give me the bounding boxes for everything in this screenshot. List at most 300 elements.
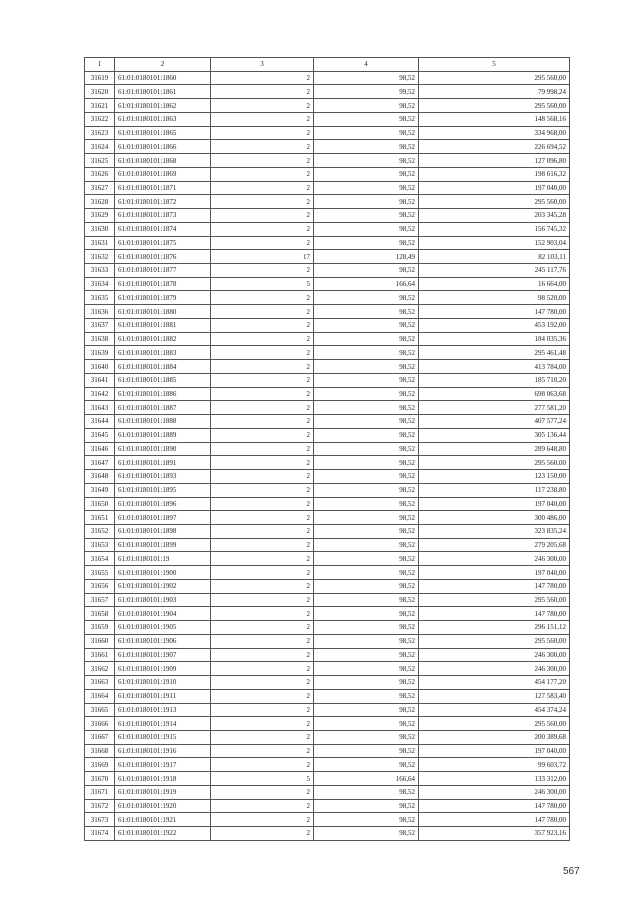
amount-cell: 127 096,80 bbox=[419, 154, 570, 168]
count-cell: 2 bbox=[211, 332, 314, 346]
table-row bbox=[85, 511, 570, 525]
area-cell: 98,52 bbox=[314, 758, 419, 772]
amount-cell: 147 780,00 bbox=[419, 305, 570, 319]
cadastral-number-cell: 61:01:0180101:1921 bbox=[115, 813, 211, 827]
amount-cell: 184 035,36 bbox=[419, 332, 570, 346]
cadastral-number-cell: 61:01:0180101:1898 bbox=[115, 524, 211, 538]
count-cell: 2 bbox=[211, 291, 314, 305]
table-row bbox=[85, 195, 570, 209]
area-cell: 98,52 bbox=[314, 470, 419, 484]
area-cell: 98,52 bbox=[314, 607, 419, 621]
table-row bbox=[85, 222, 570, 236]
count-cell: 2 bbox=[211, 607, 314, 621]
amount-cell: 99 603,72 bbox=[419, 758, 570, 772]
cadastral-number-cell: 61:01:0180101:1865 bbox=[115, 126, 211, 140]
area-cell: 98,52 bbox=[314, 703, 419, 717]
row-number-cell: 31654 bbox=[85, 552, 115, 566]
amount-cell: 197 040,00 bbox=[419, 181, 570, 195]
cadastral-number-cell: 61:01:0180101:1862 bbox=[115, 99, 211, 113]
header-row bbox=[85, 58, 570, 72]
table-row bbox=[85, 236, 570, 250]
amount-cell: 246 300,00 bbox=[419, 552, 570, 566]
amount-cell: 197 040,00 bbox=[419, 497, 570, 511]
cadastral-number-cell: 61:01:0180101:1914 bbox=[115, 717, 211, 731]
cadastral-number-cell: 61:01:0180101:1917 bbox=[115, 758, 211, 772]
table-row bbox=[85, 140, 570, 154]
area-cell: 98,52 bbox=[314, 511, 419, 525]
count-cell: 2 bbox=[211, 744, 314, 758]
table-row bbox=[85, 717, 570, 731]
amount-cell: 197 040,00 bbox=[419, 566, 570, 580]
cadastral-number-cell: 61:01:0180101:1897 bbox=[115, 511, 211, 525]
area-cell: 98,52 bbox=[314, 785, 419, 799]
table-row bbox=[85, 415, 570, 429]
amount-cell: 295 461,48 bbox=[419, 346, 570, 360]
area-cell: 98,52 bbox=[314, 621, 419, 635]
table-row bbox=[85, 71, 570, 85]
amount-cell: 323 835,24 bbox=[419, 524, 570, 538]
table-row bbox=[85, 662, 570, 676]
row-number-cell: 31648 bbox=[85, 470, 115, 484]
table-row bbox=[85, 758, 570, 772]
count-cell: 2 bbox=[211, 195, 314, 209]
row-number-cell: 31635 bbox=[85, 291, 115, 305]
row-number-cell: 31673 bbox=[85, 813, 115, 827]
row-number-cell: 31645 bbox=[85, 428, 115, 442]
row-number-cell: 31620 bbox=[85, 85, 115, 99]
row-number-cell: 31646 bbox=[85, 442, 115, 456]
cadastral-number-cell: 61:01:0180101:1893 bbox=[115, 470, 211, 484]
row-number-cell: 31656 bbox=[85, 579, 115, 593]
area-cell: 98,52 bbox=[314, 71, 419, 85]
cadastral-number-cell: 61:01:0180101:1868 bbox=[115, 154, 211, 168]
cadastral-number-cell: 61:01:0180101:1871 bbox=[115, 181, 211, 195]
count-cell: 2 bbox=[211, 373, 314, 387]
row-number-cell: 31634 bbox=[85, 277, 115, 291]
amount-cell: 198 616,32 bbox=[419, 167, 570, 181]
amount-cell: 152 903,04 bbox=[419, 236, 570, 250]
cadastral-number-cell: 61:01:0180101:1902 bbox=[115, 579, 211, 593]
cadastral-number-cell: 61:01:0180101:1874 bbox=[115, 222, 211, 236]
table-row bbox=[85, 99, 570, 113]
count-cell: 2 bbox=[211, 785, 314, 799]
cadastral-number-cell: 61:01:0180101:1884 bbox=[115, 360, 211, 374]
row-number-cell: 31665 bbox=[85, 703, 115, 717]
area-cell: 98,52 bbox=[314, 827, 419, 841]
cadastral-number-cell: 61:01:0180101:1885 bbox=[115, 373, 211, 387]
cadastral-number-cell: 61:01:0180101:1904 bbox=[115, 607, 211, 621]
area-cell: 166,64 bbox=[314, 772, 419, 786]
count-cell: 2 bbox=[211, 579, 314, 593]
cadastral-number-cell: 61:01:0180101:1863 bbox=[115, 112, 211, 126]
amount-cell: 246 300,00 bbox=[419, 785, 570, 799]
area-cell: 98,52 bbox=[314, 538, 419, 552]
count-cell: 2 bbox=[211, 167, 314, 181]
area-cell: 98,52 bbox=[314, 799, 419, 813]
count-cell: 2 bbox=[211, 827, 314, 841]
row-number-cell: 31670 bbox=[85, 772, 115, 786]
amount-cell: 127 583,40 bbox=[419, 689, 570, 703]
cadastral-number-cell: 61:01:0180101:1877 bbox=[115, 264, 211, 278]
amount-cell: 295 560,00 bbox=[419, 99, 570, 113]
area-cell: 98,52 bbox=[314, 264, 419, 278]
cadastral-number-cell: 61:01:0180101:1881 bbox=[115, 318, 211, 332]
count-cell: 2 bbox=[211, 387, 314, 401]
count-cell: 2 bbox=[211, 703, 314, 717]
row-number-cell: 31653 bbox=[85, 538, 115, 552]
area-cell: 98,52 bbox=[314, 497, 419, 511]
area-cell: 98,52 bbox=[314, 154, 419, 168]
table-row bbox=[85, 772, 570, 786]
table-row bbox=[85, 85, 570, 99]
table-row bbox=[85, 497, 570, 511]
count-cell: 2 bbox=[211, 524, 314, 538]
row-number-cell: 31637 bbox=[85, 318, 115, 332]
count-cell: 2 bbox=[211, 126, 314, 140]
amount-cell: 300 486,00 bbox=[419, 511, 570, 525]
cadastral-number-cell: 61:01:0180101:1913 bbox=[115, 703, 211, 717]
table-row bbox=[85, 799, 570, 813]
row-number-cell: 31659 bbox=[85, 621, 115, 635]
amount-cell: 123 150,00 bbox=[419, 470, 570, 484]
table-row bbox=[85, 346, 570, 360]
row-number-cell: 31624 bbox=[85, 140, 115, 154]
amount-cell: 200 389,68 bbox=[419, 730, 570, 744]
table-row bbox=[85, 401, 570, 415]
row-number-cell: 31622 bbox=[85, 112, 115, 126]
amount-cell: 147 780,00 bbox=[419, 607, 570, 621]
table-row bbox=[85, 154, 570, 168]
count-cell: 2 bbox=[211, 209, 314, 223]
table-row bbox=[85, 442, 570, 456]
table-row bbox=[85, 126, 570, 140]
count-cell: 2 bbox=[211, 154, 314, 168]
area-cell: 98,52 bbox=[314, 566, 419, 580]
row-number-cell: 31667 bbox=[85, 730, 115, 744]
amount-cell: 79 998,24 bbox=[419, 85, 570, 99]
amount-cell: 295 560,00 bbox=[419, 456, 570, 470]
area-cell: 98,52 bbox=[314, 167, 419, 181]
data-table bbox=[84, 57, 570, 841]
row-number-cell: 31658 bbox=[85, 607, 115, 621]
area-cell: 98,52 bbox=[314, 140, 419, 154]
count-cell: 2 bbox=[211, 758, 314, 772]
count-cell: 2 bbox=[211, 85, 314, 99]
cadastral-number-cell: 61:01:0180101:1875 bbox=[115, 236, 211, 250]
row-number-cell: 31669 bbox=[85, 758, 115, 772]
count-cell: 17 bbox=[211, 250, 314, 264]
row-number-cell: 31662 bbox=[85, 662, 115, 676]
count-cell: 2 bbox=[211, 346, 314, 360]
cadastral-number-cell: 61:01:0180101:1880 bbox=[115, 305, 211, 319]
row-number-cell: 31627 bbox=[85, 181, 115, 195]
table-row bbox=[85, 813, 570, 827]
area-cell: 98,52 bbox=[314, 744, 419, 758]
area-cell: 98,52 bbox=[314, 717, 419, 731]
count-cell: 2 bbox=[211, 799, 314, 813]
cadastral-number-cell: 61:01:0180101:1910 bbox=[115, 676, 211, 690]
table-row bbox=[85, 264, 570, 278]
cadastral-number-cell: 61:01:0180101:1922 bbox=[115, 827, 211, 841]
table-row bbox=[85, 621, 570, 635]
header-cell-4: 4 bbox=[314, 58, 419, 72]
row-number-cell: 31642 bbox=[85, 387, 115, 401]
area-cell: 98,52 bbox=[314, 305, 419, 319]
count-cell: 2 bbox=[211, 71, 314, 85]
count-cell: 2 bbox=[211, 222, 314, 236]
table-row bbox=[85, 552, 570, 566]
cadastral-number-cell: 61:01:0180101:1876 bbox=[115, 250, 211, 264]
row-number-cell: 31666 bbox=[85, 717, 115, 731]
table-row bbox=[85, 428, 570, 442]
count-cell: 5 bbox=[211, 277, 314, 291]
area-cell: 98,52 bbox=[314, 579, 419, 593]
count-cell: 2 bbox=[211, 456, 314, 470]
area-cell: 98,52 bbox=[314, 373, 419, 387]
area-cell: 98,52 bbox=[314, 524, 419, 538]
cadastral-number-cell: 61:01:0180101:1882 bbox=[115, 332, 211, 346]
amount-cell: 117 238,80 bbox=[419, 483, 570, 497]
table-row bbox=[85, 470, 570, 484]
count-cell: 2 bbox=[211, 662, 314, 676]
row-number-cell: 31649 bbox=[85, 483, 115, 497]
cadastral-number-cell: 61:01:0180101:1909 bbox=[115, 662, 211, 676]
table-row bbox=[85, 538, 570, 552]
amount-cell: 295 560,00 bbox=[419, 71, 570, 85]
area-cell: 98,52 bbox=[314, 552, 419, 566]
count-cell: 2 bbox=[211, 181, 314, 195]
count-cell: 2 bbox=[211, 593, 314, 607]
cadastral-number-cell: 61:01:0180101:1869 bbox=[115, 167, 211, 181]
area-cell: 98,52 bbox=[314, 112, 419, 126]
row-number-cell: 31643 bbox=[85, 401, 115, 415]
table-body bbox=[85, 71, 570, 840]
cadastral-number-cell: 61:01:0180101:1916 bbox=[115, 744, 211, 758]
amount-cell: 453 192,00 bbox=[419, 318, 570, 332]
row-number-cell: 31644 bbox=[85, 415, 115, 429]
cadastral-number-cell: 61:01:0180101:1861 bbox=[115, 85, 211, 99]
table-row bbox=[85, 250, 570, 264]
amount-cell: 185 710,20 bbox=[419, 373, 570, 387]
area-cell: 98,52 bbox=[314, 676, 419, 690]
area-cell: 98,52 bbox=[314, 209, 419, 223]
table-row bbox=[85, 291, 570, 305]
cadastral-number-cell: 61:01:0180101:1872 bbox=[115, 195, 211, 209]
row-number-cell: 31625 bbox=[85, 154, 115, 168]
area-cell: 98,52 bbox=[314, 318, 419, 332]
table-row bbox=[85, 703, 570, 717]
area-cell: 98,52 bbox=[314, 813, 419, 827]
count-cell: 2 bbox=[211, 648, 314, 662]
area-cell: 98,52 bbox=[314, 442, 419, 456]
table-row bbox=[85, 730, 570, 744]
amount-cell: 454 374,24 bbox=[419, 703, 570, 717]
table-row bbox=[85, 566, 570, 580]
cadastral-number-cell: 61:01:0180101:1866 bbox=[115, 140, 211, 154]
amount-cell: 279 205,68 bbox=[419, 538, 570, 552]
amount-cell: 407 577,24 bbox=[419, 415, 570, 429]
count-cell: 2 bbox=[211, 428, 314, 442]
row-number-cell: 31652 bbox=[85, 524, 115, 538]
area-cell: 166,64 bbox=[314, 277, 419, 291]
count-cell: 2 bbox=[211, 112, 314, 126]
table-row bbox=[85, 181, 570, 195]
cadastral-number-cell: 61:01:0180101:1905 bbox=[115, 621, 211, 635]
area-cell: 98,52 bbox=[314, 483, 419, 497]
row-number-cell: 31641 bbox=[85, 373, 115, 387]
row-number-cell: 31632 bbox=[85, 250, 115, 264]
amount-cell: 147 780,00 bbox=[419, 799, 570, 813]
row-number-cell: 31664 bbox=[85, 689, 115, 703]
cadastral-number-cell: 61:01:0180101:19 bbox=[115, 552, 211, 566]
row-number-cell: 31619 bbox=[85, 71, 115, 85]
amount-cell: 295 560,00 bbox=[419, 195, 570, 209]
cadastral-number-cell: 61:01:0180101:1890 bbox=[115, 442, 211, 456]
amount-cell: 156 745,32 bbox=[419, 222, 570, 236]
header-cell-1: 1 bbox=[85, 58, 115, 72]
cadastral-number-cell: 61:01:0180101:1895 bbox=[115, 483, 211, 497]
count-cell: 2 bbox=[211, 415, 314, 429]
page-number: 567 bbox=[563, 866, 580, 877]
cadastral-number-cell: 61:01:0180101:1886 bbox=[115, 387, 211, 401]
amount-cell: 226 694,52 bbox=[419, 140, 570, 154]
count-cell: 2 bbox=[211, 676, 314, 690]
header-cell-5: 5 bbox=[419, 58, 570, 72]
amount-cell: 334 968,00 bbox=[419, 126, 570, 140]
cadastral-number-cell: 61:01:0180101:1911 bbox=[115, 689, 211, 703]
area-cell: 98,52 bbox=[314, 689, 419, 703]
area-cell: 98,52 bbox=[314, 222, 419, 236]
table-row bbox=[85, 305, 570, 319]
count-cell: 2 bbox=[211, 730, 314, 744]
cadastral-number-cell: 61:01:0180101:1879 bbox=[115, 291, 211, 305]
table-row bbox=[85, 524, 570, 538]
table-row bbox=[85, 676, 570, 690]
table-row bbox=[85, 593, 570, 607]
area-cell: 98,52 bbox=[314, 291, 419, 305]
cadastral-number-cell: 61:01:0180101:1860 bbox=[115, 71, 211, 85]
header-cell-3: 3 bbox=[211, 58, 314, 72]
row-number-cell: 31661 bbox=[85, 648, 115, 662]
area-cell: 98,52 bbox=[314, 401, 419, 415]
row-number-cell: 31660 bbox=[85, 634, 115, 648]
table-row bbox=[85, 744, 570, 758]
table-row bbox=[85, 332, 570, 346]
count-cell: 2 bbox=[211, 538, 314, 552]
table-row bbox=[85, 689, 570, 703]
count-cell: 2 bbox=[211, 566, 314, 580]
cadastral-number-cell: 61:01:0180101:1889 bbox=[115, 428, 211, 442]
table-row bbox=[85, 456, 570, 470]
table-row bbox=[85, 209, 570, 223]
cadastral-number-cell: 61:01:0180101:1918 bbox=[115, 772, 211, 786]
table-row bbox=[85, 167, 570, 181]
area-cell: 98,52 bbox=[314, 593, 419, 607]
row-number-cell: 31630 bbox=[85, 222, 115, 236]
area-cell: 98,52 bbox=[314, 648, 419, 662]
cadastral-number-cell: 61:01:0180101:1888 bbox=[115, 415, 211, 429]
area-cell: 98,52 bbox=[314, 195, 419, 209]
amount-cell: 295 560,00 bbox=[419, 593, 570, 607]
count-cell: 2 bbox=[211, 99, 314, 113]
row-number-cell: 31672 bbox=[85, 799, 115, 813]
amount-cell: 147 780,00 bbox=[419, 579, 570, 593]
count-cell: 2 bbox=[211, 318, 314, 332]
area-cell: 98,52 bbox=[314, 415, 419, 429]
count-cell: 2 bbox=[211, 813, 314, 827]
row-number-cell: 31650 bbox=[85, 497, 115, 511]
row-number-cell: 31636 bbox=[85, 305, 115, 319]
cadastral-number-cell: 61:01:0180101:1919 bbox=[115, 785, 211, 799]
area-cell: 98,52 bbox=[314, 456, 419, 470]
table-row bbox=[85, 373, 570, 387]
area-cell: 98,52 bbox=[314, 332, 419, 346]
row-number-cell: 31629 bbox=[85, 209, 115, 223]
count-cell: 2 bbox=[211, 689, 314, 703]
row-number-cell: 31628 bbox=[85, 195, 115, 209]
amount-cell: 413 784,00 bbox=[419, 360, 570, 374]
table-row bbox=[85, 648, 570, 662]
amount-cell: 295 560,00 bbox=[419, 634, 570, 648]
table-row bbox=[85, 318, 570, 332]
amount-cell: 305 136,44 bbox=[419, 428, 570, 442]
row-number-cell: 31640 bbox=[85, 360, 115, 374]
amount-cell: 197 040,00 bbox=[419, 744, 570, 758]
row-number-cell: 31623 bbox=[85, 126, 115, 140]
amount-cell: 245 117,76 bbox=[419, 264, 570, 278]
cadastral-number-cell: 61:01:0180101:1907 bbox=[115, 648, 211, 662]
table-row bbox=[85, 112, 570, 126]
area-cell: 98,52 bbox=[314, 662, 419, 676]
amount-cell: 296 151,12 bbox=[419, 621, 570, 635]
table-row bbox=[85, 827, 570, 841]
area-cell: 98,52 bbox=[314, 181, 419, 195]
area-cell: 98,52 bbox=[314, 387, 419, 401]
amount-cell: 277 581,20 bbox=[419, 401, 570, 415]
count-cell: 2 bbox=[211, 621, 314, 635]
table-row bbox=[85, 634, 570, 648]
count-cell: 2 bbox=[211, 140, 314, 154]
row-number-cell: 31657 bbox=[85, 593, 115, 607]
area-cell: 98,52 bbox=[314, 730, 419, 744]
cadastral-number-cell: 61:01:0180101:1873 bbox=[115, 209, 211, 223]
count-cell: 2 bbox=[211, 264, 314, 278]
amount-cell: 289 648,80 bbox=[419, 442, 570, 456]
table-row bbox=[85, 387, 570, 401]
header-cell-2: 2 bbox=[115, 58, 211, 72]
row-number-cell: 31639 bbox=[85, 346, 115, 360]
count-cell: 2 bbox=[211, 634, 314, 648]
cadastral-number-cell: 61:01:0180101:1915 bbox=[115, 730, 211, 744]
amount-cell: 147 780,00 bbox=[419, 813, 570, 827]
area-cell: 128,49 bbox=[314, 250, 419, 264]
cadastral-number-cell: 61:01:0180101:1906 bbox=[115, 634, 211, 648]
count-cell: 2 bbox=[211, 442, 314, 456]
count-cell: 2 bbox=[211, 401, 314, 415]
count-cell: 2 bbox=[211, 552, 314, 566]
amount-cell: 357 923,16 bbox=[419, 827, 570, 841]
area-cell: 98,52 bbox=[314, 99, 419, 113]
row-number-cell: 31663 bbox=[85, 676, 115, 690]
area-cell: 99,52 bbox=[314, 85, 419, 99]
count-cell: 2 bbox=[211, 497, 314, 511]
amount-cell: 98 520,00 bbox=[419, 291, 570, 305]
row-number-cell: 31626 bbox=[85, 167, 115, 181]
row-number-cell: 31668 bbox=[85, 744, 115, 758]
amount-cell: 148 568,16 bbox=[419, 112, 570, 126]
table-row bbox=[85, 579, 570, 593]
cadastral-number-cell: 61:01:0180101:1896 bbox=[115, 497, 211, 511]
